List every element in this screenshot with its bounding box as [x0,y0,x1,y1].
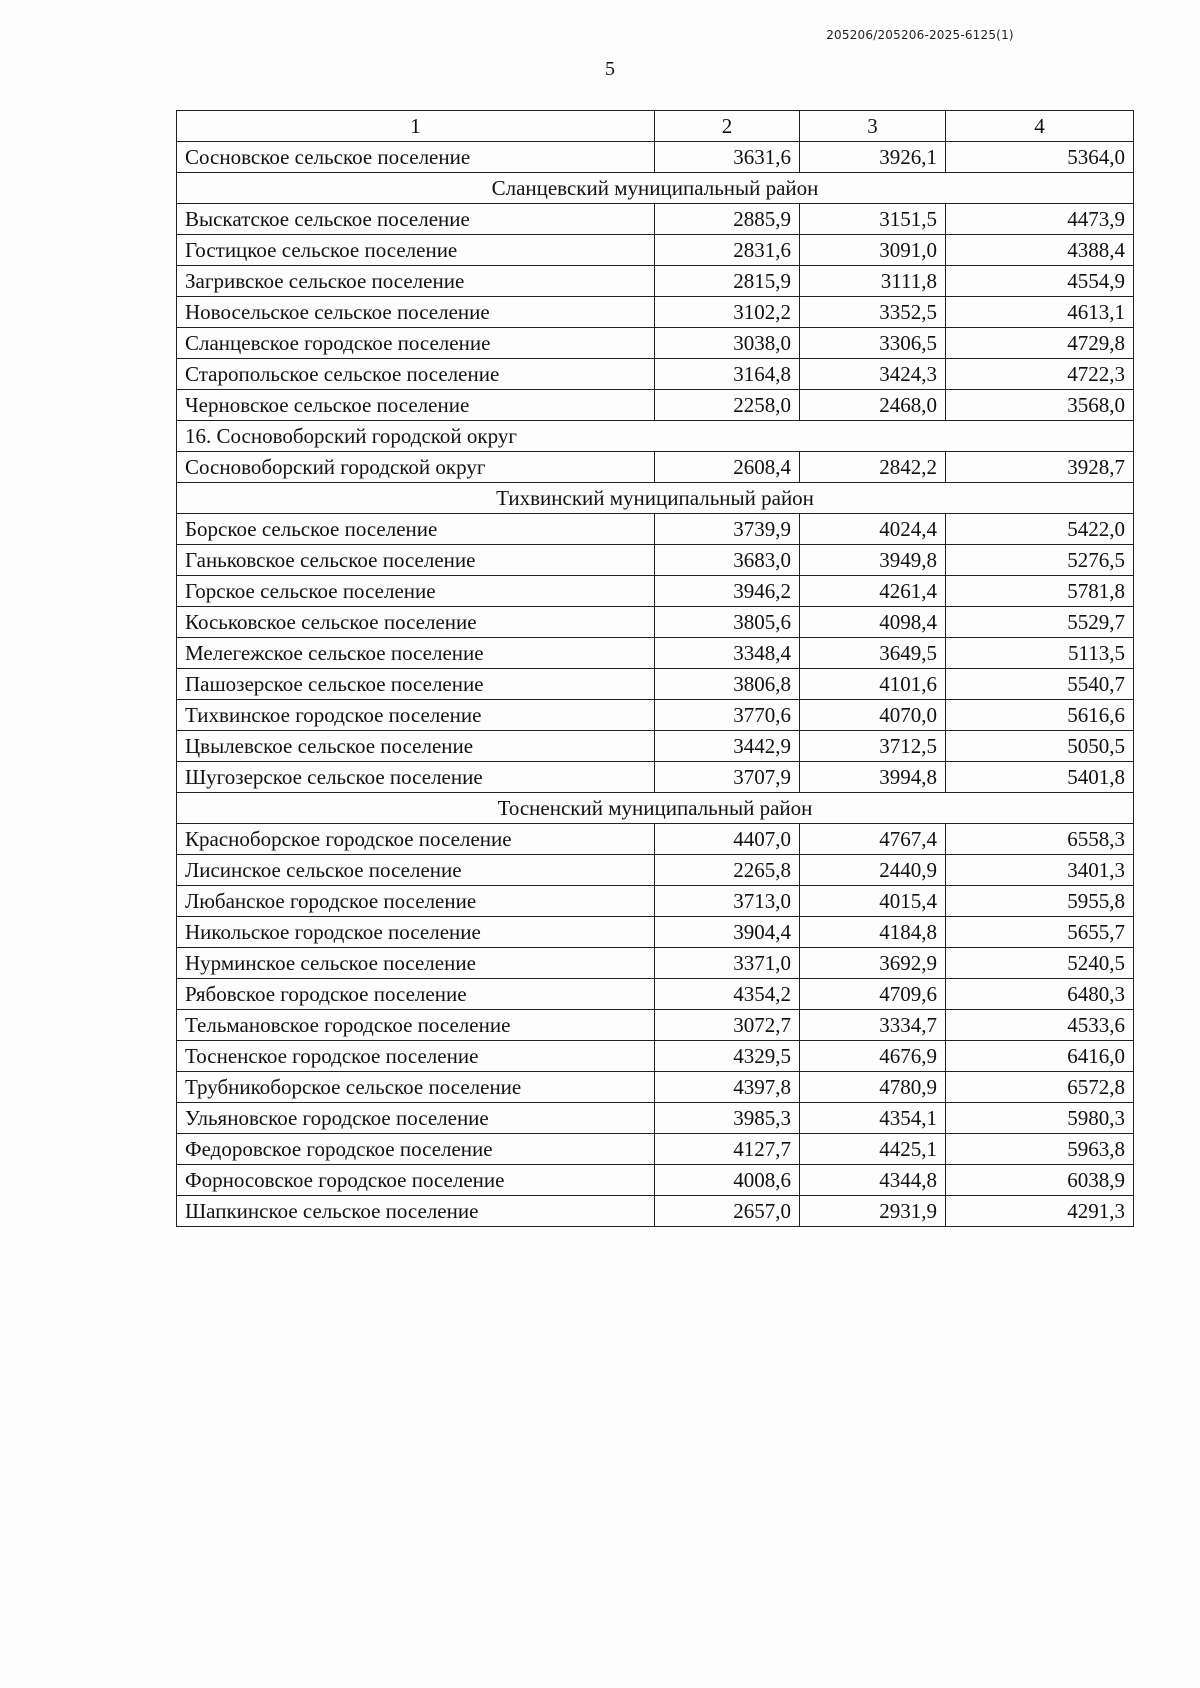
settlement-name-cell: Тихвинское городское поселение [177,700,655,731]
value-col3-cell: 4101,6 [800,669,946,700]
settlement-name-cell: Рябовское городское поселение [177,979,655,1010]
settlement-name-cell: Сланцевское городское поселение [177,328,655,359]
column-header: 4 [946,111,1134,142]
value-col2-cell: 3038,0 [655,328,800,359]
settlement-name-cell: Красноборское городское поселение [177,824,655,855]
value-col3-cell: 2468,0 [800,390,946,421]
value-col4-cell: 5540,7 [946,669,1134,700]
value-col4-cell: 5963,8 [946,1134,1134,1165]
table-row [177,1165,1134,1196]
settlement-name-cell: Форносовское городское поселение [177,1165,655,1196]
settlement-name-cell: Старопольское сельское поселение [177,359,655,390]
column-header: 1 [177,111,655,142]
value-col3-cell: 3949,8 [800,545,946,576]
value-col4-cell: 5422,0 [946,514,1134,545]
table-row [177,297,1134,328]
column-header: 3 [800,111,946,142]
value-col4-cell: 5113,5 [946,638,1134,669]
table-row [177,390,1134,421]
table-row [177,886,1134,917]
value-col3-cell: 4070,0 [800,700,946,731]
value-col4-cell: 4291,3 [946,1196,1134,1227]
value-col3-cell: 2440,9 [800,855,946,886]
settlement-name-cell: Шапкинское сельское поселение [177,1196,655,1227]
value-col4-cell: 4554,9 [946,266,1134,297]
value-col4-cell: 4388,4 [946,235,1134,266]
value-col4-cell: 4613,1 [946,297,1134,328]
settlement-name-cell: Горское сельское поселение [177,576,655,607]
district-heading-row [177,173,1134,204]
value-col2-cell: 4127,7 [655,1134,800,1165]
table-row [177,359,1134,390]
value-col2-cell: 4008,6 [655,1165,800,1196]
district-heading-row [177,793,1134,824]
value-col2-cell: 2265,8 [655,855,800,886]
settlement-name-cell: Трубникоборское сельское поселение [177,1072,655,1103]
value-col3-cell: 3091,0 [800,235,946,266]
settlement-name-cell: Выскатское сельское поселение [177,204,655,235]
value-col3-cell: 4709,6 [800,979,946,1010]
table-row [177,700,1134,731]
page-number: 5 [605,58,615,80]
settlements-table [176,110,1134,1227]
settlement-name-cell: Сосновоборский городской округ [177,452,655,483]
value-col2-cell: 3348,4 [655,638,800,669]
okrug-heading: 16. Сосновоборский городской округ [177,421,1134,452]
value-col3-cell: 3692,9 [800,948,946,979]
value-col4-cell: 5616,6 [946,700,1134,731]
value-col2-cell: 3806,8 [655,669,800,700]
value-col3-cell: 3994,8 [800,762,946,793]
document-id: 205206/205206-2025-6125(1) [826,28,1014,42]
value-col3-cell: 4425,1 [800,1134,946,1165]
value-col4-cell: 6558,3 [946,824,1134,855]
value-col2-cell: 3805,6 [655,607,800,638]
settlement-name-cell: Лисинское сельское поселение [177,855,655,886]
value-col4-cell: 5364,0 [946,142,1134,173]
value-col2-cell: 2885,9 [655,204,800,235]
okrug-heading-row [177,421,1134,452]
table-row [177,948,1134,979]
settlement-name-cell: Тельмановское городское поселение [177,1010,655,1041]
table-row [177,607,1134,638]
value-col4-cell: 5529,7 [946,607,1134,638]
table-row [177,917,1134,948]
district-heading: Сланцевский муниципальный район [177,173,1134,204]
table-header-row [177,111,1134,142]
table-row [177,1010,1134,1041]
settlement-name-cell: Коськовское сельское поселение [177,607,655,638]
value-col2-cell: 3985,3 [655,1103,800,1134]
settlement-name-cell: Любанское городское поселение [177,886,655,917]
value-col4-cell: 5276,5 [946,545,1134,576]
value-col4-cell: 5401,8 [946,762,1134,793]
table-row [177,638,1134,669]
value-col4-cell: 3928,7 [946,452,1134,483]
value-col2-cell: 3102,2 [655,297,800,328]
value-col4-cell: 4729,8 [946,328,1134,359]
district-heading: Тосненский муниципальный район [177,793,1134,824]
value-col2-cell: 3713,0 [655,886,800,917]
table-row [177,514,1134,545]
value-col2-cell: 3770,6 [655,700,800,731]
value-col3-cell: 3712,5 [800,731,946,762]
value-col2-cell: 3739,9 [655,514,800,545]
value-col2-cell: 4397,8 [655,1072,800,1103]
value-col3-cell: 2931,9 [800,1196,946,1227]
table-row [177,545,1134,576]
value-col3-cell: 3926,1 [800,142,946,173]
table-row [177,1041,1134,1072]
value-col3-cell: 3111,8 [800,266,946,297]
district-heading: Тихвинский муниципальный район [177,483,1134,514]
table-row [177,204,1134,235]
table-row [177,855,1134,886]
settlement-name-cell: Борское сельское поселение [177,514,655,545]
value-col4-cell: 6416,0 [946,1041,1134,1072]
value-col3-cell: 4344,8 [800,1165,946,1196]
value-col3-cell: 4354,1 [800,1103,946,1134]
settlement-name-cell: Пашозерское сельское поселение [177,669,655,700]
value-col3-cell: 4024,4 [800,514,946,545]
value-col2-cell: 3683,0 [655,545,800,576]
table-row [177,762,1134,793]
value-col2-cell: 3371,0 [655,948,800,979]
value-col3-cell: 3334,7 [800,1010,946,1041]
settlement-name-cell: Загривское сельское поселение [177,266,655,297]
value-col2-cell: 3707,9 [655,762,800,793]
table-row [177,1103,1134,1134]
value-col3-cell: 4015,4 [800,886,946,917]
value-col4-cell: 5050,5 [946,731,1134,762]
value-col4-cell: 6480,3 [946,979,1134,1010]
value-col3-cell: 4780,9 [800,1072,946,1103]
table-row [177,1134,1134,1165]
table-row [177,266,1134,297]
column-header: 2 [655,111,800,142]
settlement-name-cell: Сосновское сельское поселение [177,142,655,173]
table-row [177,731,1134,762]
settlement-name-cell: Федоровское городское поселение [177,1134,655,1165]
value-col3-cell: 3352,5 [800,297,946,328]
table-row [177,328,1134,359]
settlement-name-cell: Тосненское городское поселение [177,1041,655,1072]
value-col2-cell: 4329,5 [655,1041,800,1072]
value-col4-cell: 6038,9 [946,1165,1134,1196]
settlement-name-cell: Цвылевское сельское поселение [177,731,655,762]
value-col4-cell: 5955,8 [946,886,1134,917]
value-col3-cell: 3424,3 [800,359,946,390]
table-row [177,142,1134,173]
value-col4-cell: 5781,8 [946,576,1134,607]
value-col3-cell: 4261,4 [800,576,946,607]
settlement-name-cell: Мелегежское сельское поселение [177,638,655,669]
value-col4-cell: 3401,3 [946,855,1134,886]
value-col3-cell: 4676,9 [800,1041,946,1072]
table-row [177,576,1134,607]
value-col4-cell: 5980,3 [946,1103,1134,1134]
value-col3-cell: 4098,4 [800,607,946,638]
table-row [177,235,1134,266]
value-col3-cell: 4184,8 [800,917,946,948]
table-row [177,1072,1134,1103]
value-col3-cell: 2842,2 [800,452,946,483]
table-row [177,452,1134,483]
value-col2-cell: 3442,9 [655,731,800,762]
value-col2-cell: 2815,9 [655,266,800,297]
settlement-name-cell: Гостицкое сельское поселение [177,235,655,266]
district-heading-row [177,483,1134,514]
value-col4-cell: 3568,0 [946,390,1134,421]
table-row [177,979,1134,1010]
value-col2-cell: 2831,6 [655,235,800,266]
value-col4-cell: 6572,8 [946,1072,1134,1103]
value-col2-cell: 3164,8 [655,359,800,390]
value-col3-cell: 4767,4 [800,824,946,855]
settlement-name-cell: Шугозерское сельское поселение [177,762,655,793]
value-col4-cell: 4533,6 [946,1010,1134,1041]
table-body [177,111,1134,1227]
value-col4-cell: 5240,5 [946,948,1134,979]
value-col2-cell: 2657,0 [655,1196,800,1227]
value-col2-cell: 2258,0 [655,390,800,421]
settlement-name-cell: Ганьковское сельское поселение [177,545,655,576]
table-row [177,1196,1134,1227]
value-col4-cell: 4722,3 [946,359,1134,390]
table-row [177,824,1134,855]
settlement-name-cell: Новосельское сельское поселение [177,297,655,328]
value-col4-cell: 4473,9 [946,204,1134,235]
value-col2-cell: 2608,4 [655,452,800,483]
value-col2-cell: 4407,0 [655,824,800,855]
settlement-name-cell: Черновское сельское поселение [177,390,655,421]
value-col2-cell: 3904,4 [655,917,800,948]
value-col4-cell: 5655,7 [946,917,1134,948]
settlement-name-cell: Никольское городское поселение [177,917,655,948]
settlement-name-cell: Ульяновское городское поселение [177,1103,655,1134]
value-col3-cell: 3649,5 [800,638,946,669]
value-col2-cell: 3072,7 [655,1010,800,1041]
value-col3-cell: 3151,5 [800,204,946,235]
table-row [177,669,1134,700]
value-col3-cell: 3306,5 [800,328,946,359]
value-col2-cell: 4354,2 [655,979,800,1010]
settlement-name-cell: Нурминское сельское поселение [177,948,655,979]
value-col2-cell: 3946,2 [655,576,800,607]
value-col2-cell: 3631,6 [655,142,800,173]
